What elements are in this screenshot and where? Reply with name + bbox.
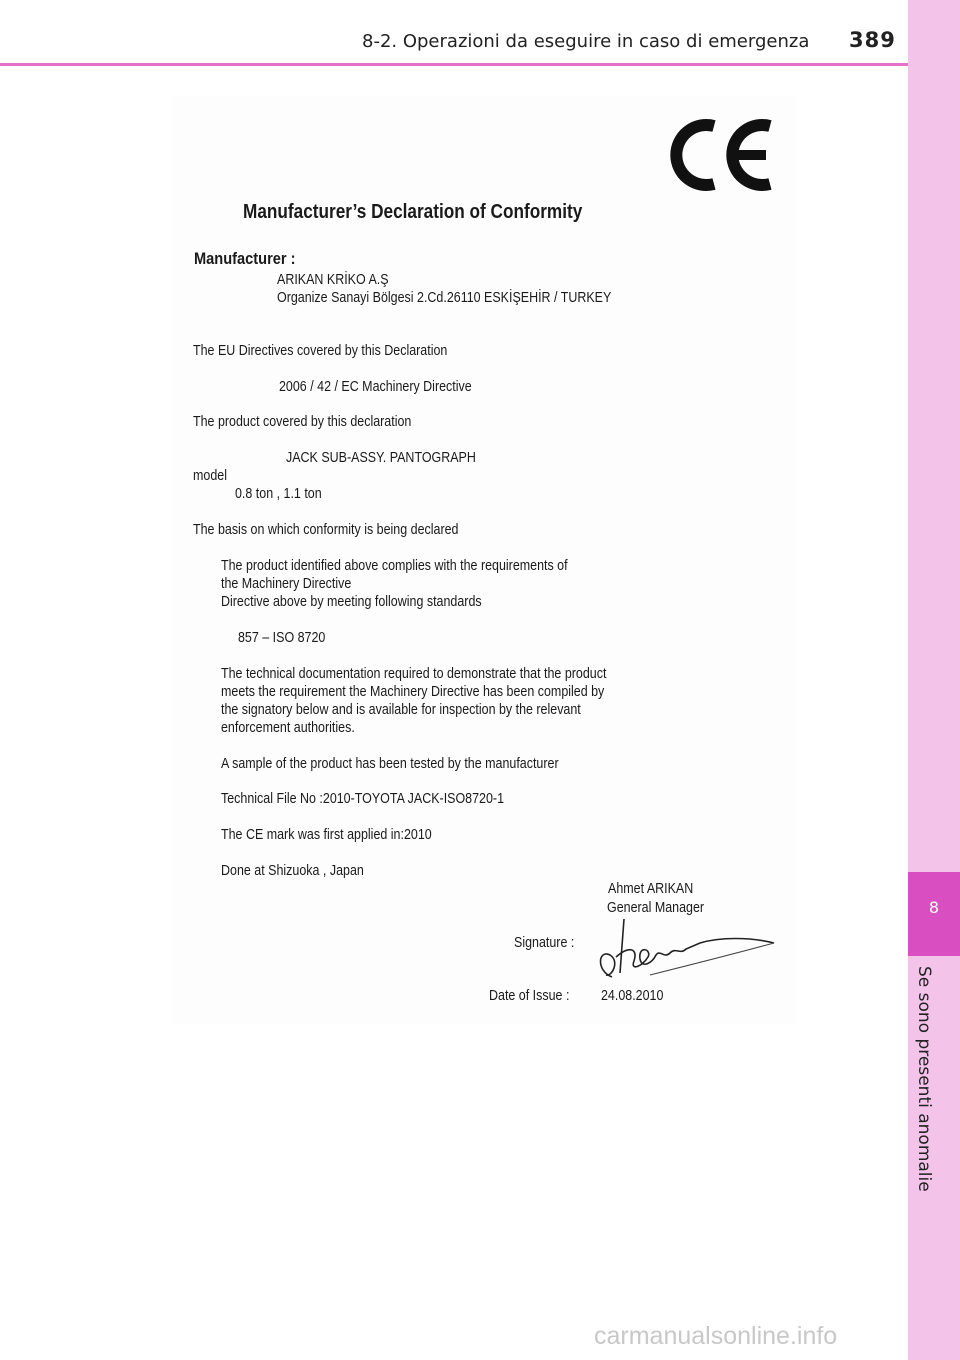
ce-mark-icon (668, 112, 778, 198)
techdoc-line: enforcement authorities. (221, 720, 355, 736)
signature-icon (590, 915, 782, 987)
date-value: 24.08.2010 (601, 988, 664, 1004)
model-label: model (193, 468, 227, 484)
technical-file-text: Technical File No :2010-TOYOTA JACK-ISO8720-1 (221, 791, 505, 807)
standard-text: 857 – ISO 8720 (238, 630, 326, 646)
basis-line: Directive above by meeting following standards (221, 594, 482, 610)
directive-text: 2006 / 42 / EC Machinery Directive (279, 379, 472, 395)
basis-line: the Machinery Directive (221, 576, 352, 592)
techdoc-line: The technical documentation required to demonstrate that the product (221, 666, 607, 682)
done-at-text: Done at Shizuoka , Japan (221, 863, 364, 879)
directives-heading: The EU Directives covered by this Declaration (193, 343, 448, 359)
declaration-title: Manufacturer’s Declaration of Conformity (243, 201, 583, 223)
techdoc-line: the signatory below and is available for inspection by the relevant (221, 702, 581, 718)
model-values: 0.8 ton , 1.1 ton (235, 486, 322, 502)
section-title: 8-2. Operazioni da eseguire in caso di emergenza (362, 31, 810, 52)
manufacturer-label: Manufacturer : (194, 249, 296, 268)
manufacturer-name: ARIKAN KRİKO A.Ş (277, 272, 389, 288)
manufacturer-address: Organize Sanayi Bölgesi 2.Cd.26110 ESKİŞEHİR / TURKEY (277, 290, 612, 306)
product-name: JACK SUB-ASSY. PANTOGRAPH (286, 450, 476, 466)
product-heading: The product covered by this declaration (193, 414, 412, 430)
page-number: 389 (849, 28, 896, 52)
chapter-label: Se sono presenti anomalie (914, 966, 934, 1192)
basis-line: The product identified above complies with the requirements of (221, 558, 568, 574)
signature-label: Signature : (514, 935, 575, 951)
date-label: Date of Issue : (489, 988, 570, 1004)
ce-applied-text: The CE mark was first applied in:2010 (221, 827, 432, 843)
sample-tested-text: A sample of the product has been tested by the manufacturer (221, 756, 559, 772)
signatory-name: Ahmet ARIKAN (608, 881, 694, 897)
chapter-tab (908, 872, 960, 956)
chapter-number: 8 (928, 898, 940, 917)
basis-heading: The basis on which conformity is being declared (193, 522, 459, 538)
techdoc-line: meets the requirement the Machinery Directive has been compiled by (221, 684, 605, 700)
signatory-title: General Manager (607, 900, 705, 916)
header-divider (0, 63, 908, 66)
watermark-text: carmanualsonline.info (594, 1322, 838, 1350)
